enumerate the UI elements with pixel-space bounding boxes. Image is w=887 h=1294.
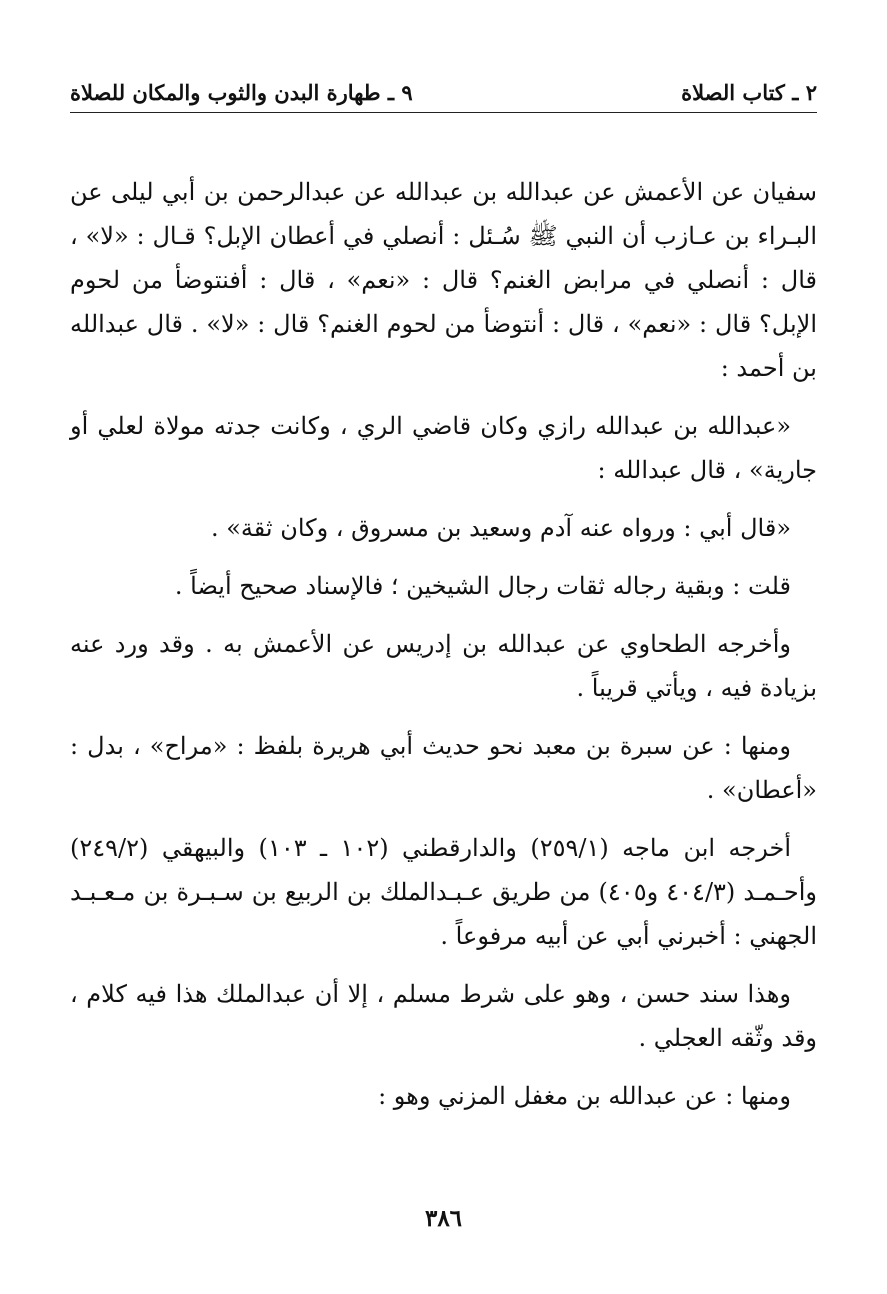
header-chapter-title: ٢ ـ كتاب الصلاة xyxy=(681,80,817,105)
paragraph-sabra: ومنها : عن سبرة بن معبد نحو حديث أبي هريرة بلفظ : «مراح» ، بدل : «أعطان» . xyxy=(70,732,817,804)
paragraph-abdullah-mughaffal: ومنها : عن عبدالله بن مغفل المزني وهو : xyxy=(378,1082,791,1110)
paragraph-author-note: قلت : وبقية رجاله ثقات رجال الشيخين ؛ فالإسناد صحيح أيضاً . xyxy=(174,572,791,600)
main-text xyxy=(70,170,817,1132)
paragraph-quote-abdullah: «عبدالله بن عبدالله رازي وكان قاضي الري ، وكانت جدته مولاة لعلي أو جارية» ، قال عبدالله : xyxy=(70,412,817,484)
header-section-title: ٩ ـ طهارة البدن والثوب والمكان للصلاة xyxy=(70,80,413,105)
page-number: ٣٨٦ xyxy=(424,1205,463,1232)
paragraph-takhrij: أخرجه ابن ماجه (٢٥٩/١) والدارقطني (١٠٢ ـ ١٠٣) والبيهقي (٢٤٩/٢) وأحـمـد (٤٠٤/٣ و٤٠٥) من طريق عـبـدالملك بن الربيع بن سـبـرة بن مـعـبـد الجهني : أخبرني أبي عن أبيه مرفوعاً . xyxy=(70,834,817,950)
paragraph-sanad-hasan: وهذا سند حسن ، وهو على شرط مسلم ، إلا أن عبدالملك هذا فيه كلام ، وقد وثّقه العجلي . xyxy=(70,980,817,1052)
paragraph-tahawi: وأخرجه الطحاوي عن عبدالله بن إدريس عن الأعمش به . وقد ورد عنه بزيادة فيه ، ويأتي قريباً . xyxy=(70,630,817,702)
paragraph-quote-father: «قال أبي : ورواه عنه آدم وسعيد بن مسروق ، وكان ثقة» . xyxy=(210,514,791,542)
running-header xyxy=(70,74,817,113)
paragraph-continuation: سفيان عن الأعمش عن عبدالله بن عبدالله عن عبدالرحمن بن أبي ليلى عن البـراء بن عـازب أن النبي ﷺ سُـئل : أنصلي في أعطان الإبل؟ قـال : «لا» ، قال : أنصلي في مرابض الغنم؟ قال : «نعم» ، قال : أفنتوضأ من لحوم الإبل؟ قال : «نعم» ، قال : أنتوضأ من لحوم الغنم؟ قال : «لا» . قال عبدالله بن أحمد : xyxy=(70,178,817,382)
